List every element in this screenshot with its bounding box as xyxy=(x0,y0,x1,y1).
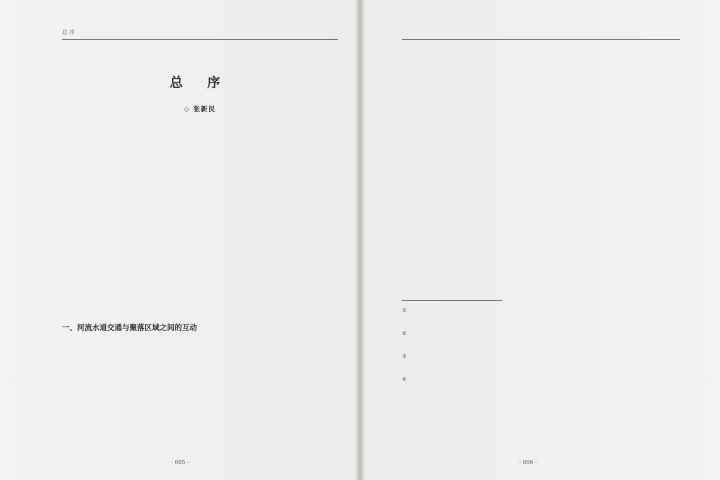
footnote-marker: ④ xyxy=(402,378,407,383)
page-number-right: - 006 - xyxy=(519,460,537,466)
footnote-marker: ③ xyxy=(402,355,407,360)
footnotes xyxy=(402,300,680,401)
left-body-text-2 xyxy=(62,343,338,448)
section-heading: 一、河流水道交通与聚落区域之间的互动 xyxy=(62,323,197,332)
author-line: ◇ 张新民 xyxy=(184,105,216,113)
footnote-marker: ② xyxy=(402,332,407,337)
footnote-marker: ① xyxy=(402,309,407,314)
footnote-rule xyxy=(402,300,502,301)
left-body-text xyxy=(62,150,338,315)
page-number-left: - 005 - xyxy=(171,460,189,466)
left-paragraph xyxy=(62,343,338,344)
footnote xyxy=(402,355,680,360)
right-paragraph xyxy=(402,52,680,53)
right-running-head xyxy=(402,28,680,40)
page-title: 总 序 xyxy=(169,76,231,91)
footnote xyxy=(402,332,680,337)
right-paragraph xyxy=(402,65,680,66)
footnote xyxy=(402,309,680,314)
left-running-head: 总 序 xyxy=(62,28,338,40)
left-paragraph xyxy=(62,150,338,151)
right-body-text xyxy=(402,52,680,290)
right-paragraph xyxy=(402,78,680,79)
book-gutter xyxy=(356,0,364,480)
footnote xyxy=(402,378,680,383)
left-paragraph xyxy=(62,163,338,164)
